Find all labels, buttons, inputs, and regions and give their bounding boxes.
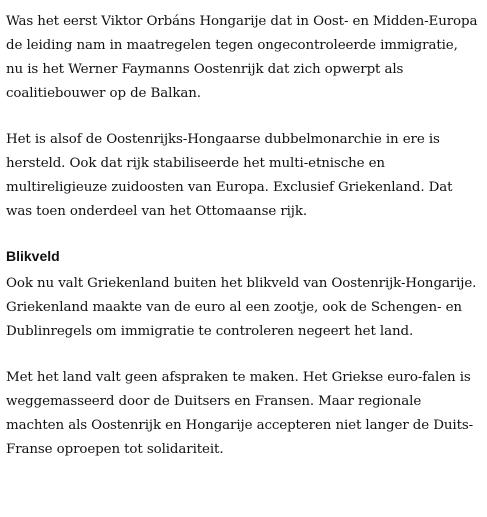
article-paragraph-4: Met het land valt geen afspraken te maken. Het Griekse euro-falen is weggemasseerd door de Duitsers en Fransen. Maar regionale machten als Oostenrijk en Hongarije accepteren niet langer de Duits-Franse oproepen tot solidariteit. [6,370,474,457]
article-body [6,10,478,484]
article-paragraph-3: Ook nu valt Griekenland buiten het blikveld van Oostenrijk-Hongarije. Griekenland maakte van de euro al een zootje, ook de Schengen- en Dublinregels om immigratie te controleren negeert het land. [6,276,477,339]
article-paragraph-2: Het is alsof de Oostenrijks-Hongaarse dubbelmonarchie in ere is hersteld. Ook dat rijk stabiliseerde het multi-etnische en multireligieuze zuidoosten van Europa. Exclusief Griekenland. Dat was toen onderdeel van het Ottomaanse rijk. [6,132,453,219]
article-paragraph-1: Was het eerst Viktor Orbáns Hongarije dat in Oost- en Midden-Europa de leiding nam in maatregelen tegen ongecontroleerde immigratie, nu is het Werner Faymanns Oostenrijk dat zich opwerpt als coalitiebouwer op de Balkan. [6,14,478,101]
section-heading: Blikveld [6,248,60,264]
